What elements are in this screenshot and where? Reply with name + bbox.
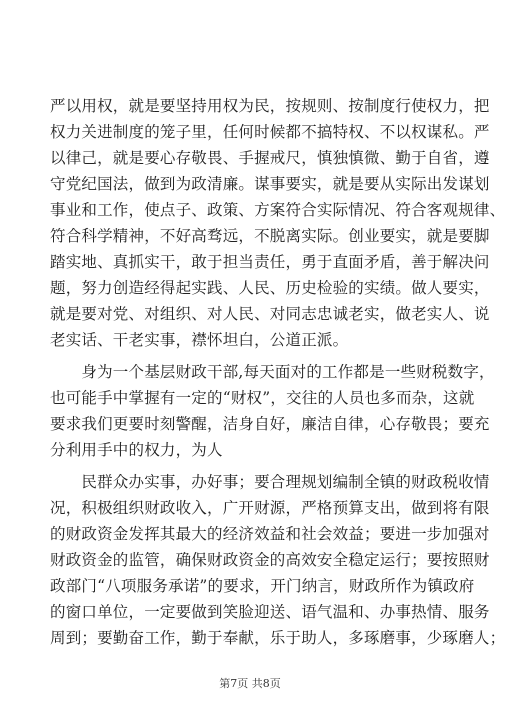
text-line: 也可能手中掌握有一定的“财权”，交往的人员也多而杂，这就 — [50, 389, 475, 407]
text-line: 身为一个基层财政干部,每天面对的工作都是一些财税数字， — [50, 363, 495, 381]
text-line: 财政资金的监管，确保财政资金的高效安全稳定运行；要按照财 — [50, 551, 490, 569]
paragraph-1 — [50, 93, 505, 353]
text-line: 的窗口单位，一定要做到笑脸迎送、语气温和、办事热情、服务 — [50, 603, 490, 621]
text-line: 严以用权，就是要坚持用权为民，按规则、按制度行使权力，把 — [50, 97, 490, 115]
text-line: 题，努力创造经得起实践、人民、历史检验的实绩。做人要实， — [50, 279, 490, 297]
page-footer — [0, 677, 500, 691]
text-line: 的财政资金发挥其最大的经济效益和社会效益；要进一步加强对 — [50, 525, 490, 543]
paragraph-3 — [50, 469, 505, 651]
text-line: 守党纪国法，做到为政清廉。谋事要实，就是要从实际出发谋划 — [50, 175, 490, 193]
text-line: 况，积极组织财政收入，广开财源，严格预算支出，做到将有限 — [50, 499, 490, 517]
text-line: 老实话、干老实事，襟怀坦白，公道正派。 — [50, 331, 349, 349]
text-line: 符合科学精神，不好高骛远，不脱离实际。创业要实，就是要脚 — [50, 227, 490, 245]
paragraph-2 — [50, 359, 495, 463]
text-line: 要求我们更要时刻警醒，洁身自好，廉洁自律，心存敬畏；要充 — [50, 415, 490, 433]
text-line: 以律己，就是要心存敬畏、手握戒尺，慎独慎微、勤于自省，遵 — [50, 149, 490, 167]
text-line: 踏实地、真抓实干，敢于担当责任，勇于直面矛盾，善于解决问 — [50, 253, 490, 271]
text-line: 周到；要勤奋工作，勤于奉献，乐于助人，多琢磨事，少琢磨人； — [50, 629, 505, 647]
body-text — [50, 93, 505, 651]
text-line: 就是要对党、对组织、对人民、对同志忠诚老实，做老实人、说 — [50, 305, 490, 323]
text-line: 权力关进制度的笼子里，任何时候都不搞特权、不以权谋私。严 — [50, 123, 490, 141]
text-line: 民群众办实事，办好事；要合理规划编制全镇的财政税收情 — [50, 473, 490, 491]
page-number: 第7页 共8页 — [219, 677, 281, 690]
text-line: 事业和工作，使点子、政策、方案符合实际情况、符合客观规律、 — [50, 201, 505, 219]
text-line: 政部门“八项服务承诺”的要求，开门纳言，财政所作为镇政府 — [50, 577, 475, 595]
text-line: 分利用手中的权力，为人 — [50, 441, 223, 459]
